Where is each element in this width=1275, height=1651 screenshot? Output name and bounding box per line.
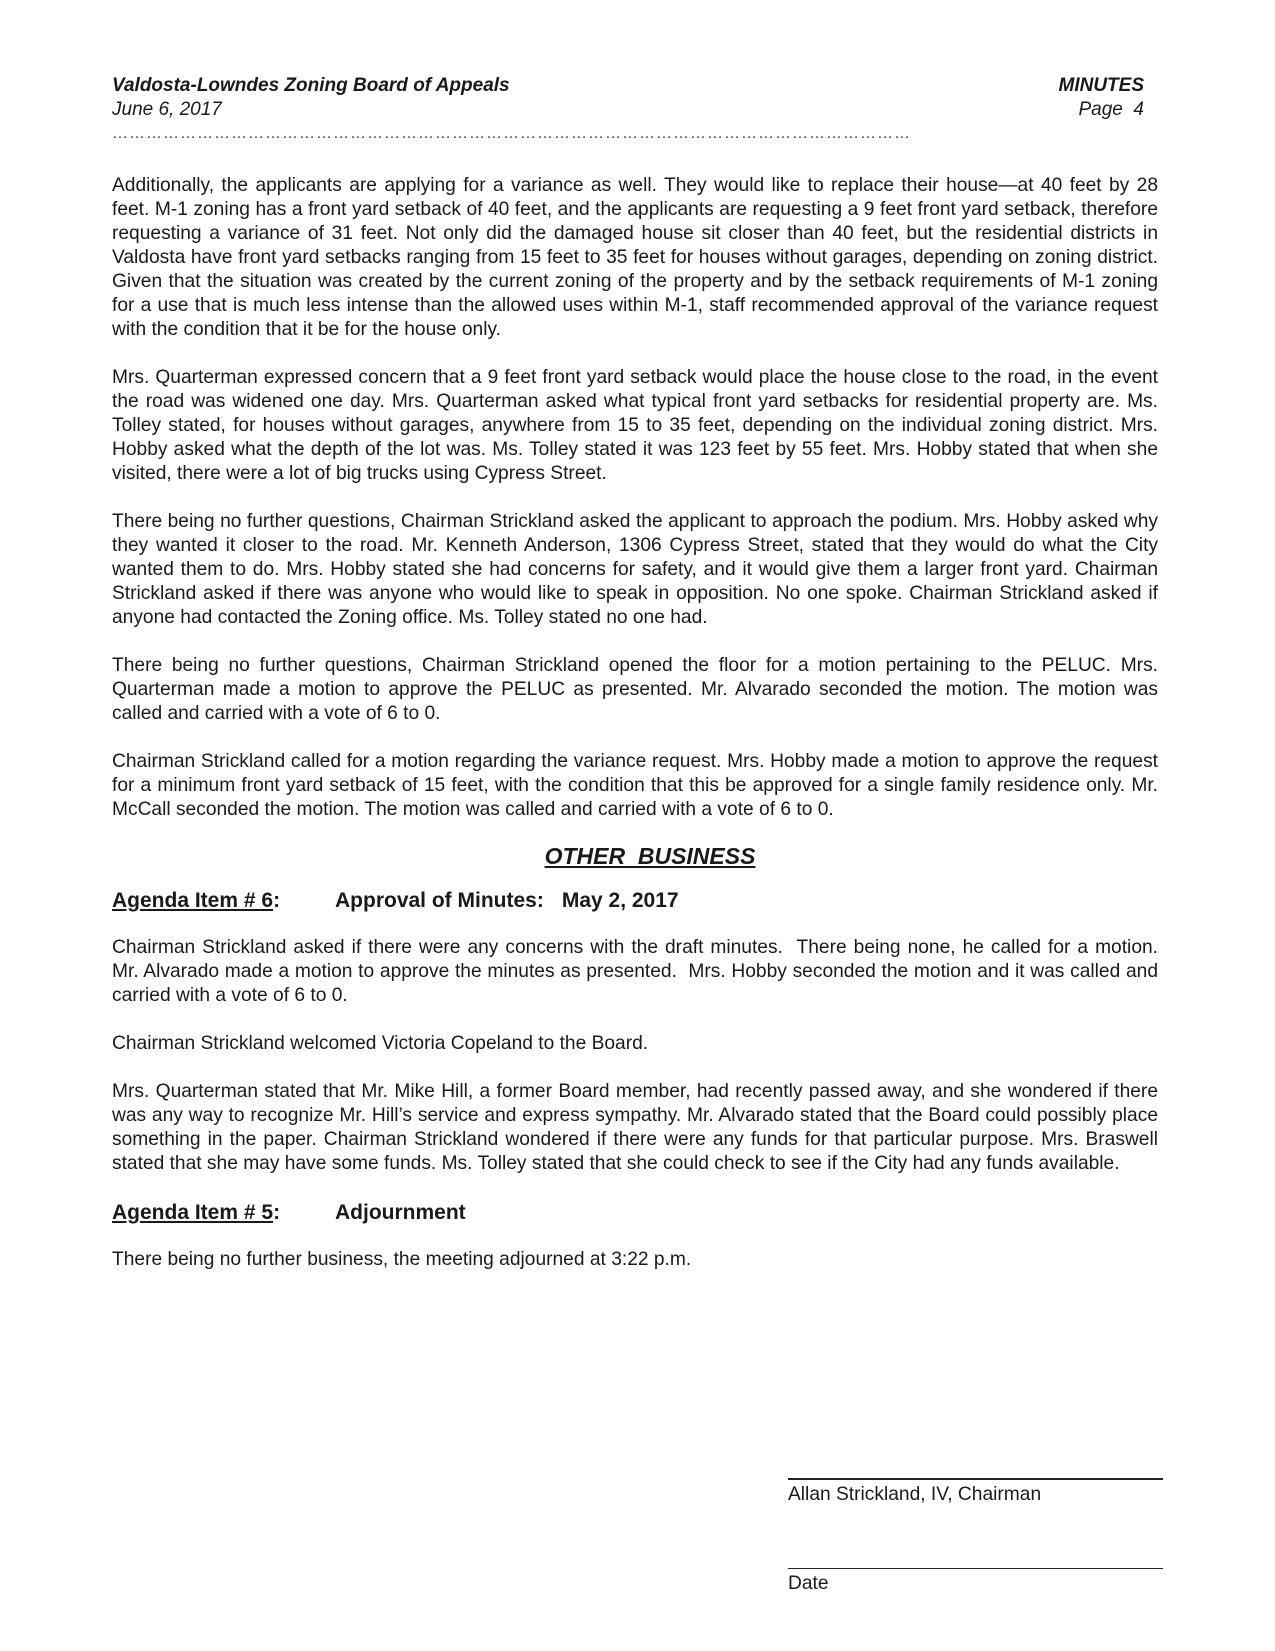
paragraph-peluc-motion: There being no further questions, Chairman Strickland opened the floor for a motion pertaining to the PELUC. Mrs. Quarterman made a motion to approve the PELUC as presented. Mr. Alvarado seconded the motion. The motion was called and carried with a vote of 6 to 0. xyxy=(112,655,1158,724)
agenda-item-6-title xyxy=(335,888,679,914)
date-signature-block xyxy=(788,1568,1163,1595)
paragraph-minutes-approval: Chairman Strickland asked if there were any concerns with the draft minutes. There being none, he called for a motion. Mr. Alvarado made a motion to approve the minutes as presented. Mrs. Hobby seconded the motion and it was called and carried with a vote of 6 to 0. xyxy=(112,937,1174,1006)
date-line xyxy=(788,1568,1163,1569)
header-row-2 xyxy=(112,98,1144,122)
agenda-item-5 xyxy=(112,1200,1158,1226)
paragraph-variance: Additionally, the applicants are applying for a variance as well. They would like to replace their house—at 40 feet by 28 feet. M-1 zoning has a front yard setback of 40 feet, and the applicants are requesting a 9 feet front yard setback, therefore requesting a variance of 31 feet. Not only did the damaged house sit closer than 40 feet, but the residential districts in Valdosta have front yard setbacks ranging from 15 feet to 35 feet for houses without garages, depending on zoning district. Given that the situation was created by the current zoning of the property and by the setback requirements of M-1 zoning for a use that is much less intense than the allowed uses within M-1, staff recommended approval of the variance request with the condition that it be for the house only. xyxy=(112,175,1158,340)
paragraph-adjourned: There being no further business, the meeting adjourned at 3:22 p.m. xyxy=(112,1249,692,1270)
agenda-item-6-label xyxy=(112,888,335,914)
meeting-date: June 6, 2017 xyxy=(112,99,222,120)
agenda-item-6-number: Agenda Item # 6 xyxy=(112,889,274,912)
date-label: Date xyxy=(788,1573,829,1594)
org-name: Valdosta-Lowndes Zoning Board of Appeals xyxy=(112,75,510,96)
page-number: Page 4 xyxy=(1078,99,1144,120)
signature-line xyxy=(788,1478,1163,1480)
paragraph-applicant: There being no further questions, Chairman Strickland asked the applicant to approach the podium. Mrs. Hobby asked why they wanted it closer to the road. Mr. Kenneth Anderson, 1306 Cypress Street, stated that they would do what the City wanted them to do. Mrs. Hobby stated she had concerns for safety, and it would give them a larger front yard. Chairman Strickland asked if there was anyone who would like to speak in opposition. No one spoke. Chairman Strickland asked if anyone had contacted the Zoning office. Ms. Tolley stated no one had. xyxy=(112,511,1158,628)
agenda-item-5-colon: : xyxy=(273,1201,281,1224)
paragraph-welcome: Chairman Strickland welcomed Victoria Copeland to the Board. xyxy=(112,1033,649,1054)
doc-type: MINUTES xyxy=(1058,75,1144,96)
chairman-signature-block xyxy=(788,1478,1163,1506)
agenda-item-5-label xyxy=(112,1200,335,1226)
agenda-item-6-colon: : xyxy=(273,889,281,912)
paragraph-mike-hill: Mrs. Quarterman stated that Mr. Mike Hill, a former Board member, had recently passed away, and she wondered if there was any way to recognize Mr. Hill’s service and express sympathy. Mr. Alvarado stated that the Board could possibly place something in the paper. Chairman Strickland wondered if there were any funds for that particular purpose. Mrs. Braswell stated that she may have some funds. Ms. Tolley stated that she could check to see if the City had any funds available. xyxy=(112,1081,1158,1174)
agenda-item-5-number: Agenda Item # 5 xyxy=(112,1201,274,1224)
page-header xyxy=(112,74,1144,122)
chairman-name: Allan Strickland, IV, Chairman xyxy=(788,1484,1042,1505)
agenda-item-6-date: May 2, 2017 xyxy=(561,889,679,912)
agenda-item-6 xyxy=(112,888,1158,914)
paragraph-concern: Mrs. Quarterman expressed concern that a 9 feet front yard setback would place the house close to the road, in the event the road was widened one day. Mrs. Quarterman asked what typical front yard setbacks for residential property are. Ms. Tolley stated, for houses without garages, anywhere from 15 to 35 feet, depending on the individual zoning district. Mrs. Hobby asked what the depth of the lot was. Ms. Tolley stated it was 123 feet by 55 feet. Mrs. Hobby stated that when she visited, there were a lot of big trucks using Cypress Street. xyxy=(112,367,1158,484)
document-body xyxy=(112,174,1174,1296)
header-row-1 xyxy=(112,74,1144,98)
paragraph-variance-motion: Chairman Strickland called for a motion regarding the variance request. Mrs. Hobby made a motion to approve the request for a minimum front yard setback of 15 feet, with the condition that this be approved for a single family residence only. Mr. McCall seconded the motion. The motion was called and carried with a vote of 6 to 0. xyxy=(112,751,1158,820)
agenda-item-6-heading: Approval of Minutes: xyxy=(335,889,544,912)
dotted-separator: …………………………………………………………………………………………………………………………… xyxy=(112,126,911,142)
agenda-item-5-title: Adjournment xyxy=(335,1201,466,1224)
section-title: OTHER BUSINESS xyxy=(544,843,756,869)
